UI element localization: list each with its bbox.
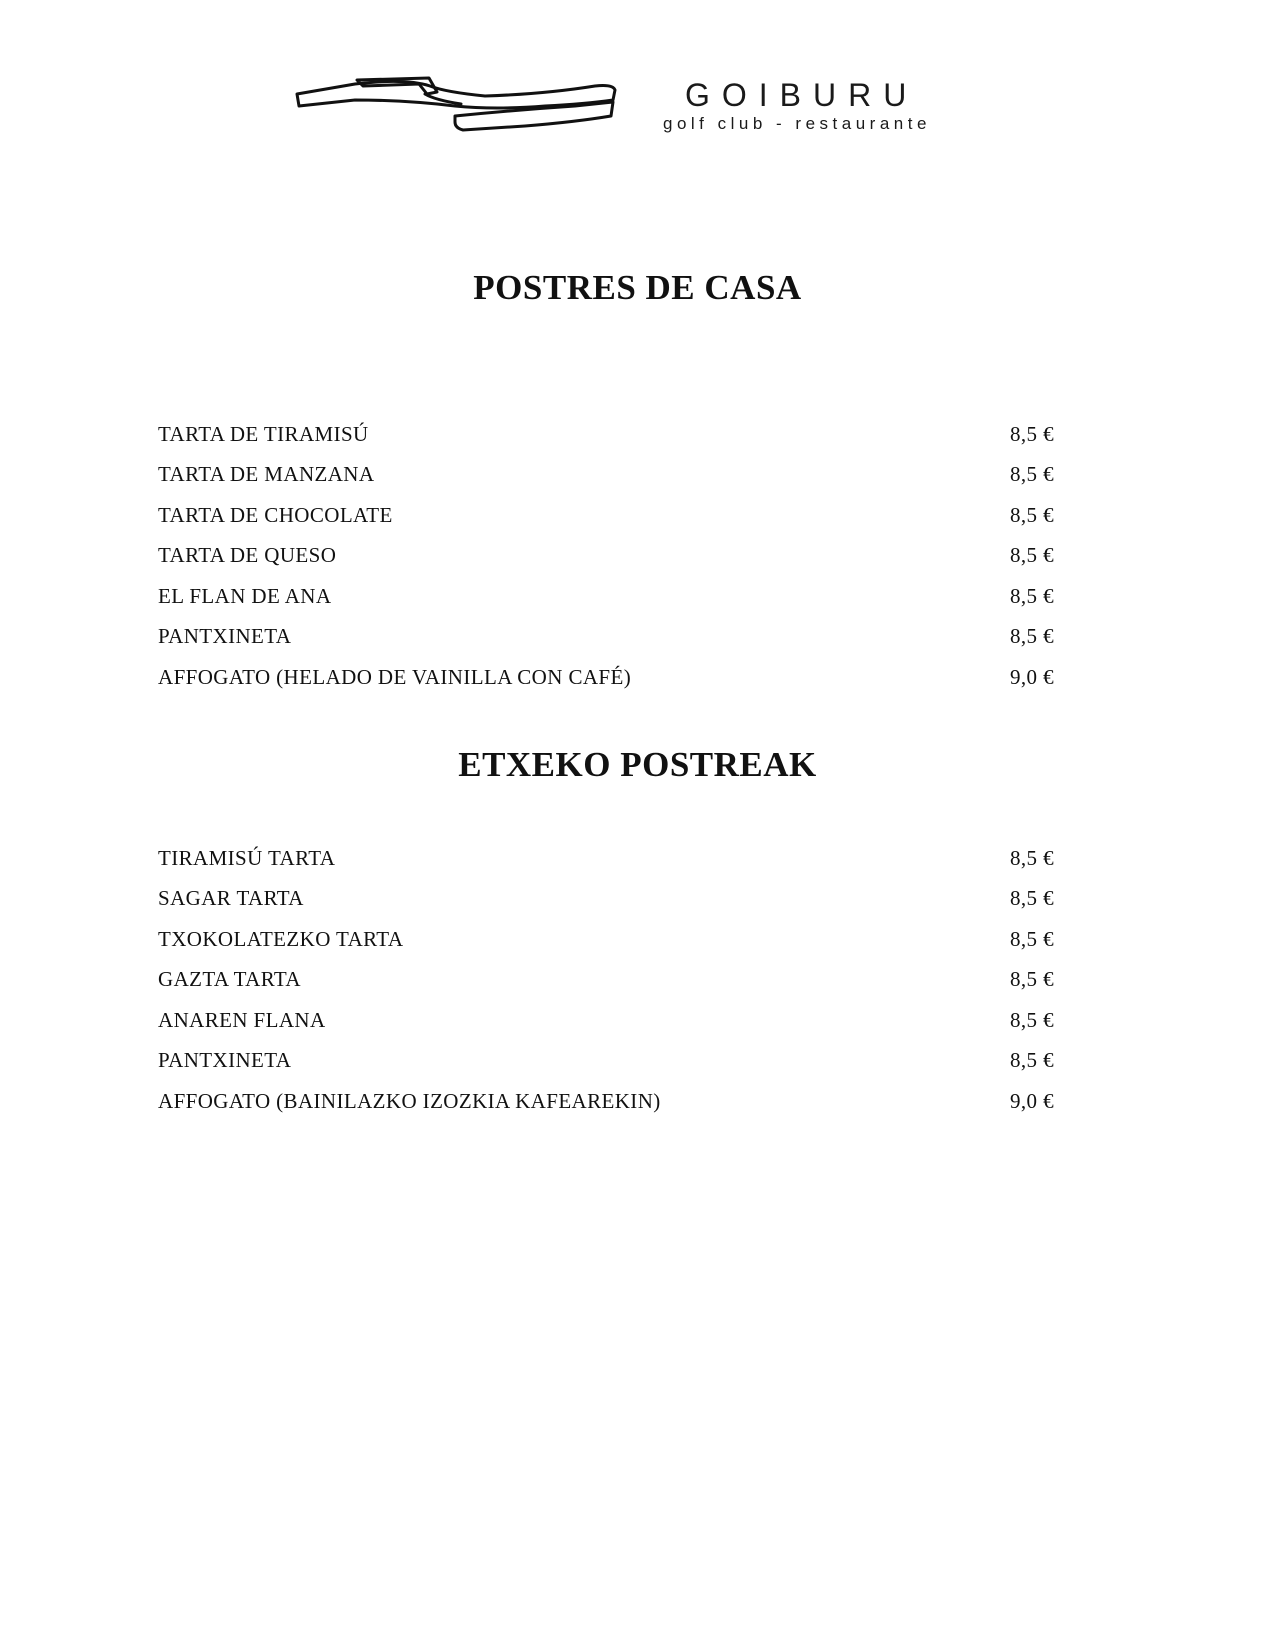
section-title-postres: POSTRES DE CASA — [473, 268, 802, 307]
restaurant-logo — [295, 72, 955, 144]
list-item — [158, 1041, 1070, 1082]
item-name: PANTXINETA — [158, 624, 292, 649]
list-item — [158, 1000, 1070, 1041]
brand-subtitle: golf club - restaurante — [663, 114, 931, 133]
list-item — [158, 838, 1070, 879]
item-price: 8,5 € — [1010, 926, 1054, 951]
item-name: GAZTA TARTA — [158, 967, 301, 992]
item-name: TXOKOLATEZKO TARTA — [158, 926, 404, 951]
item-price: 8,5 € — [1010, 845, 1054, 870]
item-name: PANTXINETA — [158, 1048, 292, 1073]
brand-name: GOIBURU — [685, 77, 919, 113]
item-price: 9,0 € — [1010, 1088, 1054, 1113]
item-price: 8,5 € — [1010, 1048, 1054, 1073]
list-item — [158, 919, 1070, 960]
item-price: 8,5 € — [1010, 421, 1054, 446]
item-price: 8,5 € — [1010, 624, 1054, 649]
item-price: 8,5 € — [1010, 886, 1054, 911]
list-item — [158, 960, 1070, 1001]
item-name: ANAREN FLANA — [158, 1007, 326, 1032]
item-name: TARTA DE MANZANA — [158, 462, 375, 487]
item-name: TIRAMISÚ TARTA — [158, 845, 336, 870]
item-price: 8,5 € — [1010, 967, 1054, 992]
item-name: AFFOGATO (BAINILAZKO IZOZKIA KAFEAREKIN) — [158, 1088, 661, 1113]
item-name: TARTA DE TIRAMISÚ — [158, 421, 369, 446]
list-item — [158, 657, 1070, 698]
section-title-etxeko: ETXEKO POSTREAK — [458, 745, 817, 784]
item-price: 8,5 € — [1010, 1007, 1054, 1032]
list-item — [158, 617, 1070, 658]
item-name: TARTA DE QUESO — [158, 543, 337, 568]
item-name: TARTA DE CHOCOLATE — [158, 502, 393, 527]
golf-flag-logo-icon — [295, 72, 631, 144]
item-price: 8,5 € — [1010, 583, 1054, 608]
item-name: SAGAR TARTA — [158, 886, 304, 911]
list-item — [158, 879, 1070, 920]
item-price: 9,0 € — [1010, 664, 1054, 689]
list-item — [158, 536, 1070, 577]
item-name: AFFOGATO (HELADO DE VAINILLA CON CAFÉ) — [158, 664, 632, 689]
menu-list-postres — [158, 414, 1070, 698]
item-name: EL FLAN DE ANA — [158, 583, 332, 608]
menu-list-etxeko — [158, 838, 1070, 1122]
item-price: 8,5 € — [1010, 502, 1054, 527]
list-item — [158, 455, 1070, 496]
list-item — [158, 495, 1070, 536]
item-price: 8,5 € — [1010, 462, 1054, 487]
item-price: 8,5 € — [1010, 543, 1054, 568]
list-item — [158, 414, 1070, 455]
list-item — [158, 1081, 1070, 1122]
list-item — [158, 576, 1070, 617]
